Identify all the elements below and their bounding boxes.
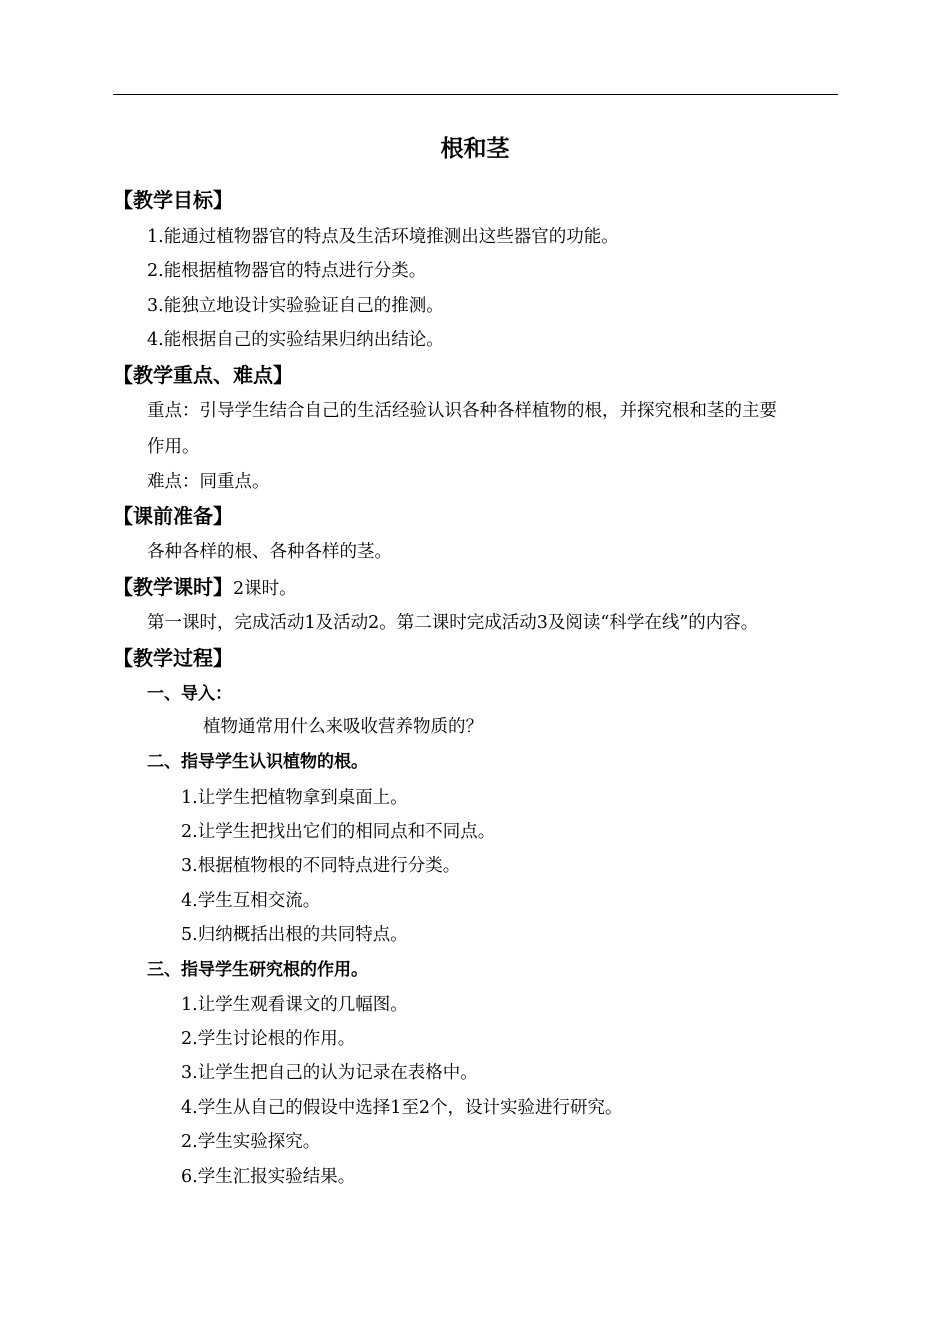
key-points-heading: 【教学重点、难点】 <box>113 363 293 387</box>
list-item: 5.归纳概括出根的共同特点。 <box>181 925 408 945</box>
header-rule <box>113 94 838 95</box>
objectives-heading: 【教学目标】 <box>113 188 233 212</box>
class-hours-row <box>113 574 297 601</box>
objective-item: 1.能通过植物器官的特点及生活环境推测出这些器官的功能。 <box>147 227 619 247</box>
class-hours-value: 2课时。 <box>233 579 297 599</box>
section-text: 植物通常用什么来吸收营养物质的？ <box>203 717 483 737</box>
list-item: 2.让学生把找出它们的相同点和不同点。 <box>181 822 496 842</box>
preparation-heading: 【课前准备】 <box>113 504 233 528</box>
list-item: 2.学生实验探究。 <box>181 1132 321 1152</box>
focus-text-continued: 作用。 <box>147 437 200 457</box>
objective-item: 2.能根据植物器官的特点进行分类。 <box>147 261 427 281</box>
section-title: 三、指导学生研究根的作用。 <box>147 960 368 980</box>
objective-item: 3.能独立地设计实验验证自己的推测。 <box>147 296 444 316</box>
process-heading: 【教学过程】 <box>113 646 233 670</box>
preparation-text: 各种各样的根、各种各样的茎。 <box>147 542 392 562</box>
list-item: 6.学生汇报实验结果。 <box>181 1167 356 1187</box>
section-title: 一、导入： <box>147 684 232 704</box>
focus-text: 重点：引导学生结合自己的生活经验认识各种各样植物的根，并探究根和茎的主要 <box>147 401 777 421</box>
page-title: 根和茎 <box>440 136 510 162</box>
list-item: 3.让学生把自己的认为记录在表格中。 <box>181 1063 478 1083</box>
list-item: 3.根据植物根的不同特点进行分类。 <box>181 856 461 876</box>
list-item: 4.学生从自己的假设中选择1至2个，设计实验进行研究。 <box>181 1098 623 1118</box>
list-item: 1.让学生把植物拿到桌面上。 <box>181 788 408 808</box>
list-item: 4.学生互相交流。 <box>181 891 321 911</box>
class-hours-detail: 第一课时，完成活动1及活动2。第二课时完成活动3及阅读“科学在线”的内容。 <box>147 613 759 633</box>
class-hours-heading: 【教学课时】 <box>113 575 233 599</box>
list-item: 2.学生讨论根的作用。 <box>181 1029 356 1049</box>
difficulty-text: 难点：同重点。 <box>147 472 270 492</box>
objective-item: 4.能根据自己的实验结果归纳出结论。 <box>147 330 444 350</box>
list-item: 1.让学生观看课文的几幅图。 <box>181 995 408 1015</box>
section-title: 二、指导学生认识植物的根。 <box>147 752 368 772</box>
